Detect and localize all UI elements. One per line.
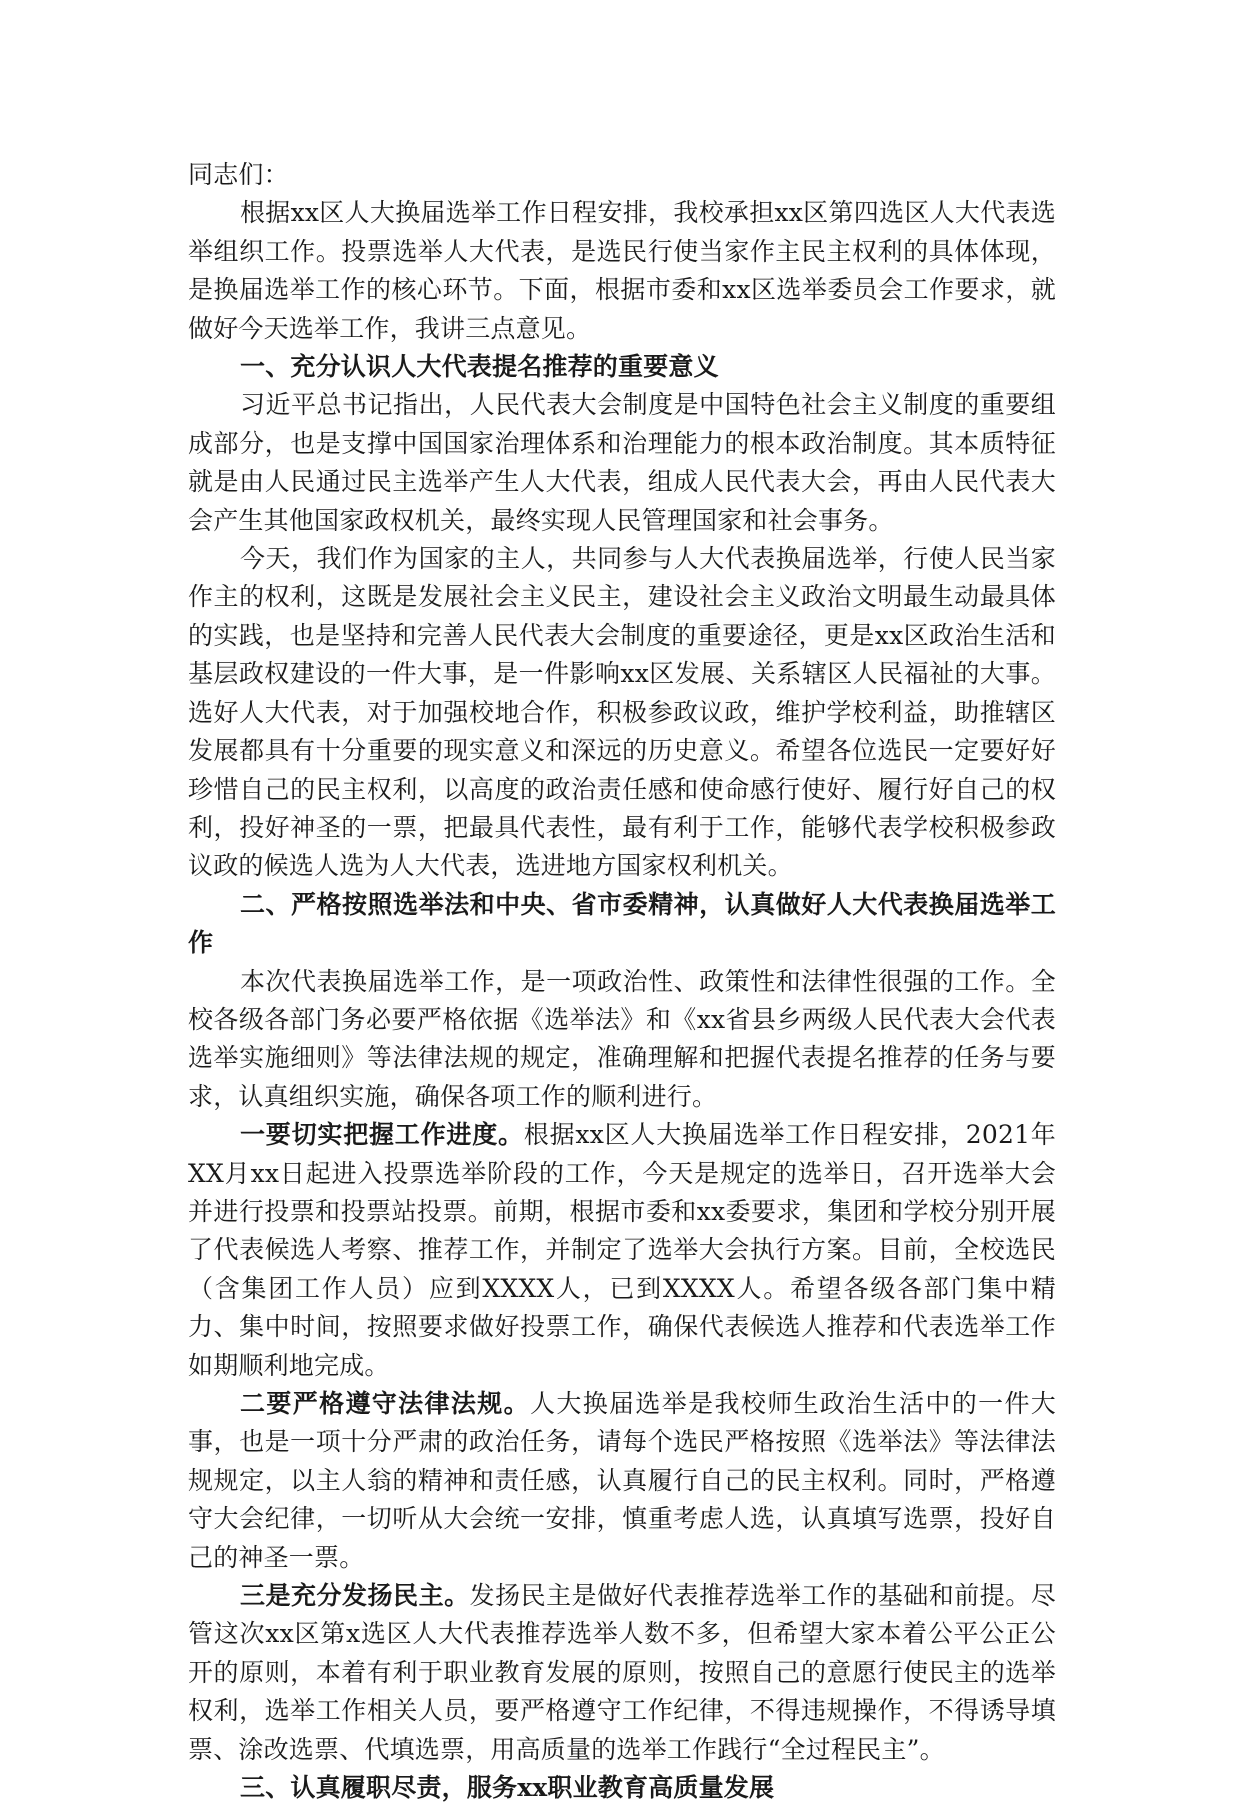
section-3-heading: 三、认真履职尽责，服务xx职业教育高质量发展: [240, 1773, 775, 1803]
section-2-paragraph-1: 本次代表换届选举工作，是一项政治性、政策性和法律性很强的工作。全校各级各部门务必要严格依据《选举法》和《xx省县乡两级人民代表大会代表选举实施细则》等法律法规的规定，准确理解和把握代表提名推荐的任务与要求，认真组织实施，确保各项工作的顺利进行。: [188, 966, 1056, 1111]
point-2-text: 人大换届选举是我校师生政治生活中的一件大事，也是一项十分严肃的政治任务，请每个选民严格按照《选举法》等法律法规规定，以主人翁的精神和责任感，认真履行自己的民主权利。同时，严格遵守大会纪律，一切听从大会统一安排，慎重考虑人选，认真填写选票，投好自己的神圣一票。: [188, 1389, 1056, 1572]
intro-paragraph: 根据xx区人大换届选举工作日程安排，我校承担xx区第四选区人大代表选举组织工作。投票选举人大代表，是选民行使当家作主民主权利的具体体现，是换届选举工作的核心环节。下面，根据市委和xx区选举委员会工作要求，就做好今天选举工作，我讲三点意见。: [188, 198, 1056, 343]
point-1-text: 根据xx区人大换届选举工作日程安排，2021年XX月xx日起进入投票选举阶段的工作，今天是规定的选举日，召开选举大会并进行投票和投票站投票。前期，根据市委和xx委要求，集团和学校分别开展了代表候选人考察、推荐工作，并制定了选举大会执行方案。目前，全校选民（含集团工作人员）应到XXXX人，已到XXXX人。希望各级各部门集中精力、集中时间，按照要求做好投票工作，确保代表候选人推荐和代表选举工作如期顺利地完成。: [188, 1120, 1056, 1380]
section-2-point-3: [188, 1577, 1056, 1769]
section-1-heading: 一、充分认识人大代表提名推荐的重要意义: [240, 352, 719, 382]
point-3-text: 发扬民主是做好代表推荐选举工作的基础和前提。尽管这次xx区第x选区人大代表推荐选举人数不多，但希望大家本着公平公正公开的原则，本着有利于职业教育发展的原则，按照自己的意愿行使民主的选举权利，选举工作相关人员，要严格遵守工作纪律，不得违规操作，不得诱导填票、涂改选票、代填选票，用高质量的选举工作践行“全过程民主”。: [188, 1581, 1056, 1764]
section-1-paragraph-2: 今天，我们作为国家的主人，共同参与人大代表换届选举，行使人民当家作主的权利，这既是发展社会主义民主，建设社会主义政治文明最生动最具体的实践，也是坚持和完善人民代表大会制度的重要途径，更是xx区政治生活和基层政权建设的一件大事，是一件影响xx区发展、关系辖区人民福祉的大事。选好人大代表，对于加强校地合作，积极参政议政，维护学校利益，助推辖区发展都具有十分重要的现实意义和深远的历史意义。希望各位选民一定要好好珍惜自己的民主权利，以高度的政治责任感和使命感行使好、履行好自己的权利，投好神圣的一票，把最具代表性，最有利于工作，能够代表学校积极参政议政的候选人选为人大代表，选进地方国家权利机关。: [188, 544, 1056, 881]
section-2-point-1: [188, 1116, 1056, 1385]
section-1-paragraph-1: 习近平总书记指出，人民代表大会制度是中国特色社会主义制度的重要组成部分，也是支撑中国国家治理体系和治理能力的根本政治制度。其本质特征就是由人民通过民主选举产生人大代表，组成人民代表大会，再由人民代表大会产生其他国家政权机关，最终实现人民管理国家和社会事务。: [188, 390, 1056, 535]
greeting: 同志们：: [188, 160, 289, 189]
point-2-lead: 二要严格遵守法律法规。: [240, 1389, 530, 1418]
section-2-heading: 二、严格按照选举法和中央、省市委精神，认真做好人大代表换届选举工作: [188, 889, 1056, 958]
point-3-lead: 三是充分发扬民主。: [240, 1581, 470, 1611]
section-2-point-2: [188, 1385, 1056, 1577]
document-body: [188, 156, 1056, 1807]
point-1-lead: 一要切实把握工作进度。: [240, 1120, 524, 1150]
